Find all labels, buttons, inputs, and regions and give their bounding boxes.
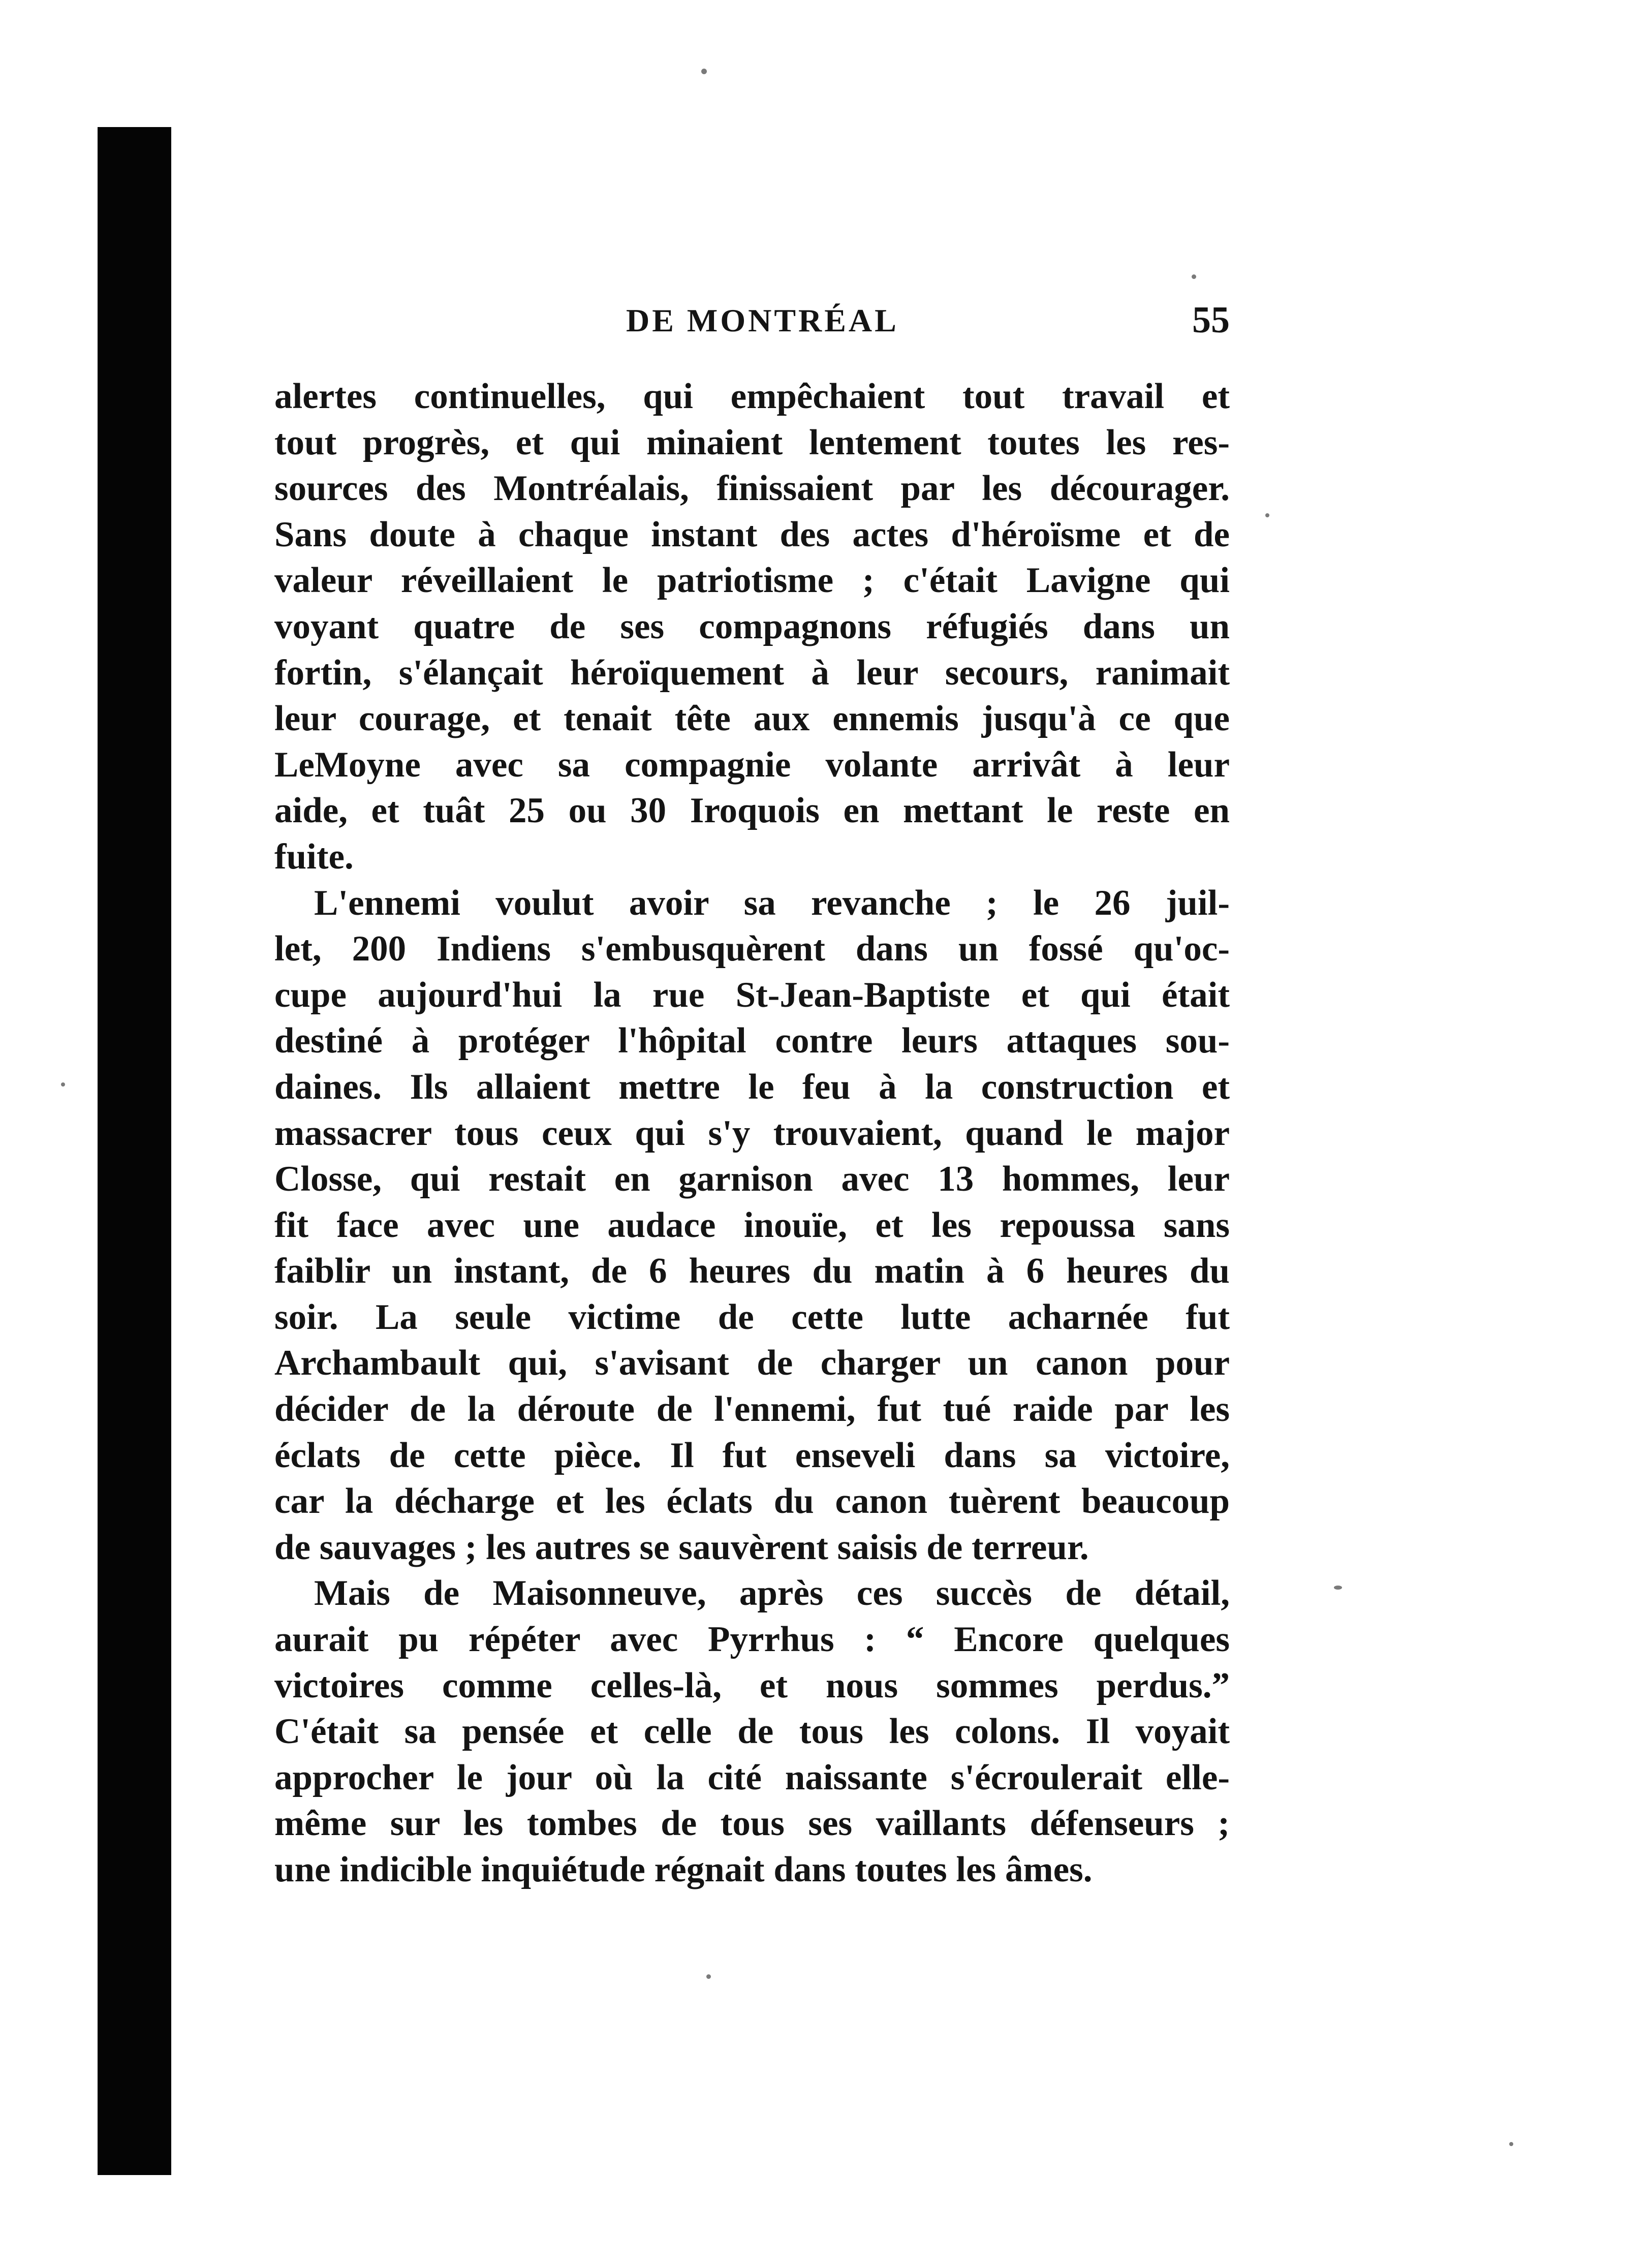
scan-speck (1192, 274, 1196, 279)
scan-speck (1334, 1586, 1342, 1590)
running-title: DE MONTRÉAL (626, 302, 899, 338)
text-line: L'ennemi voulut avoir sa revanche ; le 26 juil- (314, 883, 1230, 923)
text-line: une indicible inquiétude régnait dans toutes les âmes. (274, 1850, 1093, 1889)
text-line: car la décharge et les éclats du canon tuèrent beaucoup (274, 1481, 1230, 1522)
binding-shadow (98, 127, 171, 2175)
text-line: éclats de cette pièce. Il fut enseveli dans sa victoire, (274, 1435, 1230, 1475)
text-line: décider de la déroute de l'ennemi, fut tué raide par les (274, 1389, 1230, 1430)
text-line: aurait pu répéter avec Pyrrhus : “ Encore quelques (274, 1620, 1230, 1660)
body-text (274, 374, 1230, 1893)
text-line: fuite. (274, 836, 354, 877)
paragraph-3 (274, 1570, 1230, 1892)
text-line: cupe aujourd'hui la rue St-Jean-Baptiste et qui était (274, 975, 1230, 1015)
text-line: faiblir un instant, de 6 heures du matin à 6 heures du (274, 1251, 1230, 1291)
text-line: voyant quatre de ses compagnons réfugiés dans un (274, 606, 1230, 646)
paragraph-1 (274, 374, 1230, 880)
text-line: alertes continuelles, qui empêchaient tout travail et (274, 377, 1230, 416)
text-line: aide, et tuât 25 ou 30 Iroquois en mettant le reste en (274, 791, 1230, 831)
text-line: soir. La seule victime de cette lutte acharnée fut (274, 1297, 1230, 1337)
paragraph-2 (274, 880, 1230, 1571)
running-head (274, 299, 1230, 345)
text-line: approcher le jour où la cité naissante s'écroulerait elle- (274, 1757, 1230, 1797)
page-number: 55 (1192, 299, 1230, 341)
text-line: valeur réveillaient le patriotisme ; c'était Lavigne qui (274, 561, 1230, 601)
text-line: de sauvages ; les autres se sauvèrent saisis de terreur. (274, 1527, 1089, 1567)
text-line: même sur les tombes de tous ses vaillants défenseurs ; (274, 1804, 1230, 1844)
scan-speck (706, 1974, 711, 1979)
scan-speck (1509, 2142, 1513, 2146)
text-line: tout progrès, et qui minaient lentement toutes les res- (274, 422, 1230, 462)
text-line: Sans doute à chaque instant des actes d'héroïsme et de (274, 514, 1230, 554)
text-line: destiné à protéger l'hôpital contre leurs attaques sou- (274, 1021, 1230, 1061)
text-line: victoires comme celles-là, et nous sommes perdus.” (274, 1665, 1230, 1705)
text-line: LeMoyne avec sa compagnie volante arrivât à leur (274, 744, 1230, 785)
text-line: sources des Montréalais, finissaient par les décourager. (274, 469, 1230, 509)
scan-speck (701, 69, 707, 74)
text-line: fit face avec une audace inouïe, et les repoussa sans (274, 1205, 1230, 1245)
text-line: leur courage, et tenait tête aux ennemis jusqu'à ce que (274, 699, 1230, 739)
scan-speck (1265, 513, 1269, 517)
scan-speck (61, 1082, 65, 1087)
text-line: massacrer tous ceux qui s'y trouvaient, quand le major (274, 1113, 1230, 1153)
text-line: C'était sa pensée et celle de tous les colons. Il voyait (274, 1712, 1230, 1752)
text-line: Archambault qui, s'avisant de charger un canon pour (274, 1343, 1230, 1383)
text-line: fortin, s'élançait héroïquement à leur secours, ranimait (274, 653, 1230, 693)
text-line: let, 200 Indiens s'embusquèrent dans un fossé qu'oc- (274, 929, 1230, 969)
text-line: daines. Ils allaient mettre le feu à la construction et (274, 1067, 1230, 1107)
text-line: Mais de Maisonneuve, après ces succès de détail, (314, 1573, 1230, 1614)
text-line: Closse, qui restait en garnison avec 13 hommes, leur (274, 1159, 1230, 1199)
